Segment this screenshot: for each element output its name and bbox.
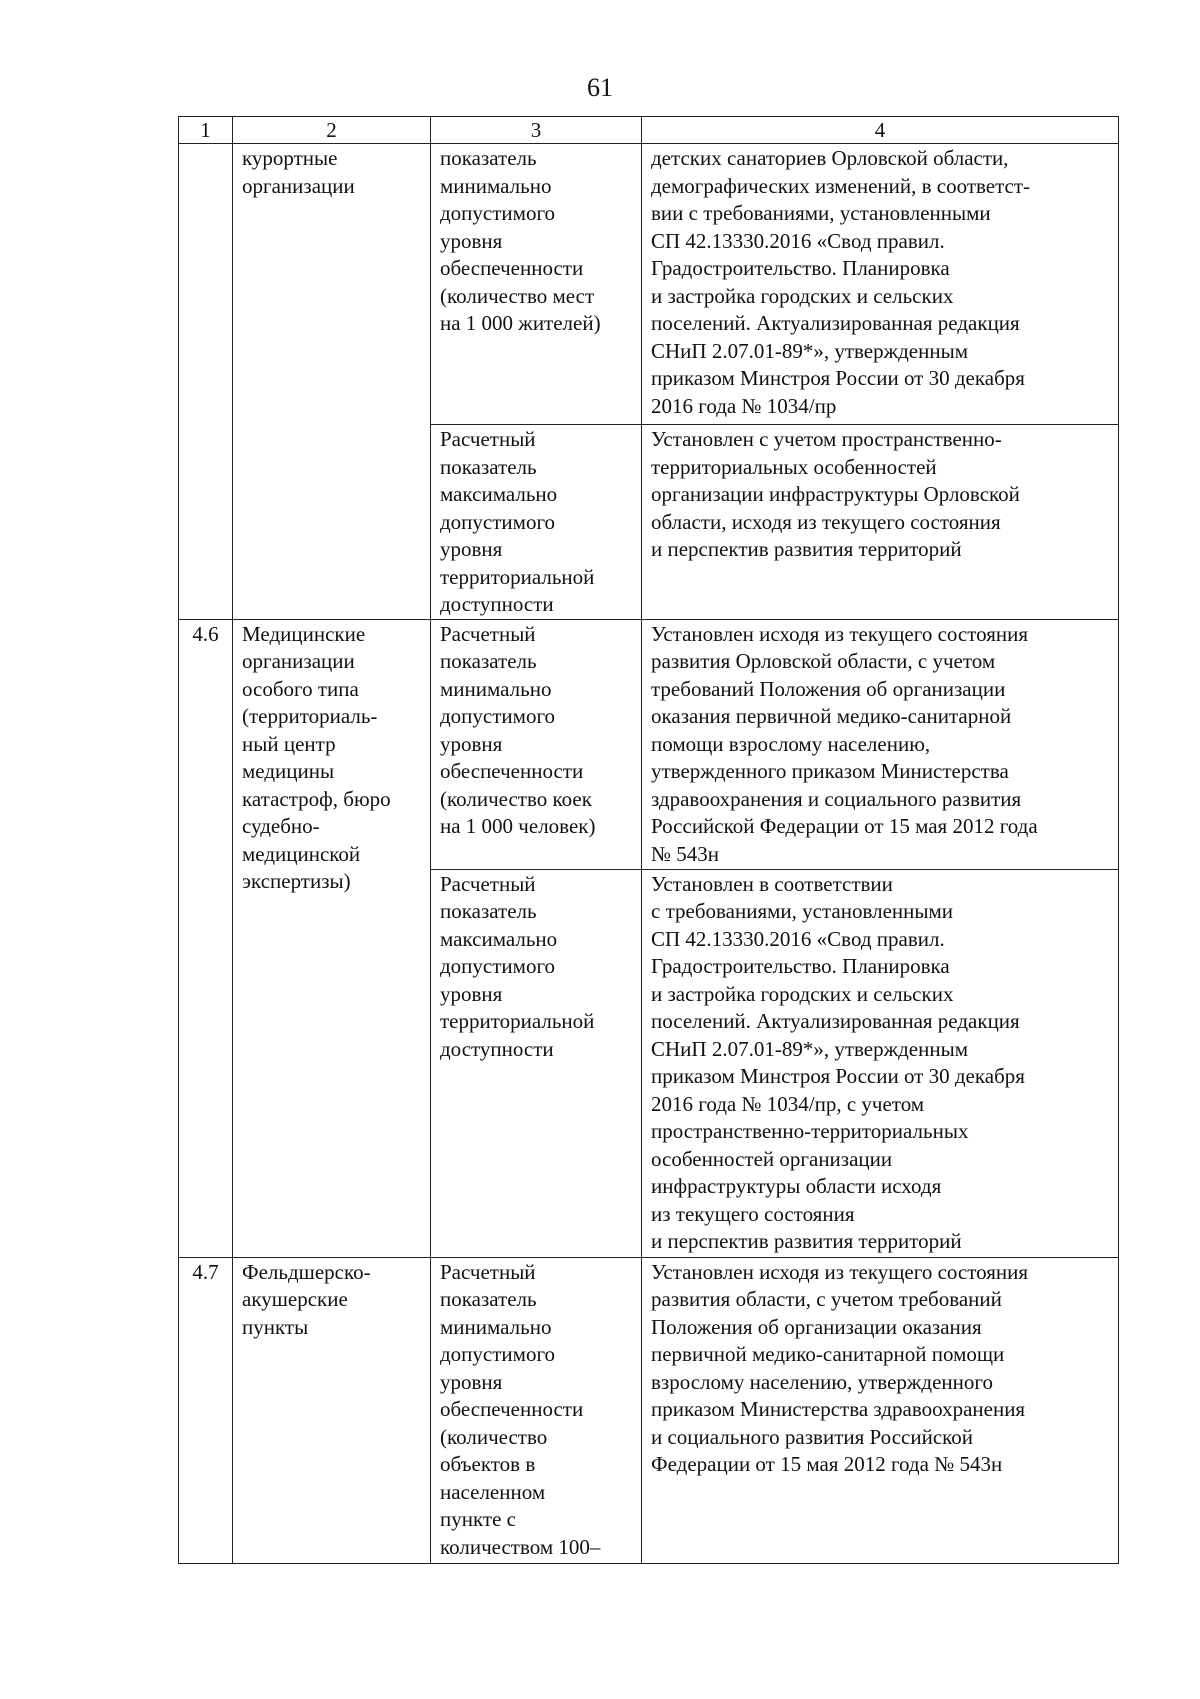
page-number: 61 [587,73,613,102]
indicator-type: показатель минимально допустимого уровня обеспеченности (количество мест на 1 000 жителей) [431,144,642,425]
facility-name: Медицинские организации особого типа (территориаль- ный центр медицины катастроф, бюро судебно- медицинской экспертизы) [233,619,431,1257]
indicator-basis: Установлен с учетом пространственно- территориальных особенностей организации инфраструктуры Орловской области, исходя из текущего состояния и перспектив развития территорий [642,425,1119,620]
table-row [179,144,1119,425]
row-number: 4.6 [179,619,233,1257]
indicator-type: Расчетный показатель минимально допустимого уровня обеспеченности (количество объектов в населенном пункте с количеством 100– [431,1257,642,1563]
indicator-basis: Установлен исходя из текущего состояния развития Орловской области, с учетом требований Положения об организации оказания первичной медико-санитарной помощи взрослому населению, утвержденного приказом Министерства здравоохранения и социального развития Российской Федерации от 15 мая 2012 года № 543н [642,619,1119,869]
indicator-type: Расчетный показатель максимально допустимого уровня территориальной доступности [431,425,642,620]
standards-table [178,116,1119,1564]
indicator-type: Расчетный показатель минимально допустимого уровня обеспеченности (количество коек на 1 000 человек) [431,619,642,869]
facility-name: курортные организации [233,144,431,620]
indicator-basis: детских санаториев Орловской области, демографических изменений, в соответст- вии с требованиями, установленными СП 42.13330.2016 «Свод правил. Градостроительство. Планировка и застройка городских и сельских поселений. Актуализированная редакция СНиП 2.07.01-89*», утвержденным приказом Минстроя России от 30 декабря 2016 года № 1034/пр [642,144,1119,425]
indicator-basis: Установлен в соответствии с требованиями, установленными СП 42.13330.2016 «Свод правил. Градостроительство. Планировка и застройка городских и сельских поселений. Актуализированная редакция СНиП 2.07.01-89*», утвержденным приказом Минстроя России от 30 декабря 2016 года № 1034/пр, с учетом пространственно-территориальных особенностей организации инфраструктуры области исходя из текущего состояния и перспектив развития территорий [642,869,1119,1257]
column-number-3: 3 [431,117,642,144]
facility-name: Фельдшерско- акушерские пункты [233,1257,431,1563]
column-number-4: 4 [642,117,1119,144]
indicator-basis: Установлен исходя из текущего состояния развития области, с учетом требований Положения об организации оказания первичной медико-санитарной помощи взрослому населению, утвержденного приказом Министерства здравоохранения и социального развития Российской Федерации от 15 мая 2012 года № 543н [642,1257,1119,1563]
table-row [179,619,1119,869]
column-number-2: 2 [233,117,431,144]
table-header-row [179,117,1119,144]
row-number: 4.7 [179,1257,233,1563]
row-number [179,144,233,620]
column-number-1: 1 [179,117,233,144]
table-row [179,1257,1119,1563]
indicator-type: Расчетный показатель максимально допустимого уровня территориальной доступности [431,869,642,1257]
